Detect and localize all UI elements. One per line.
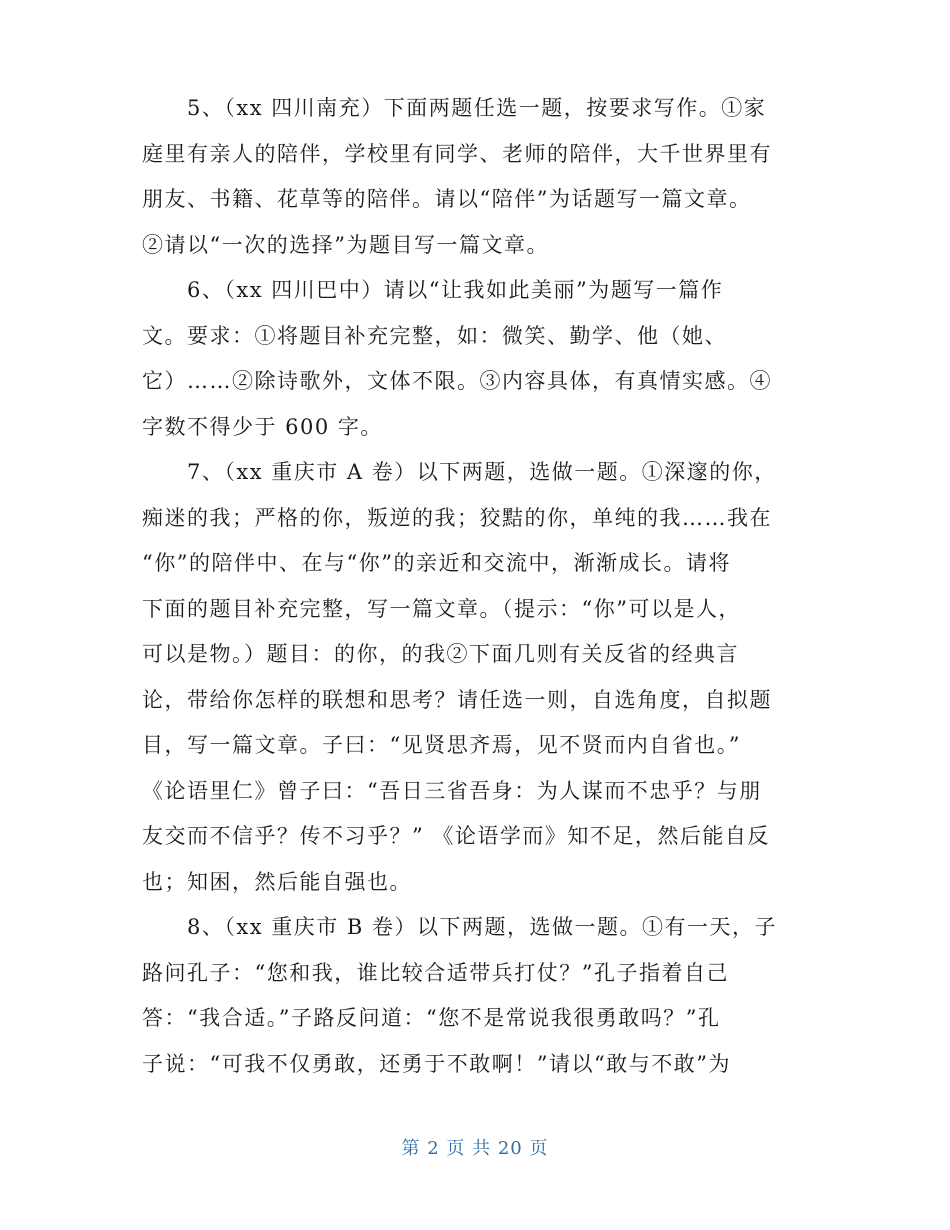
text-line: 6、（xx 四川巴中）请以“让我如此美丽”为题写一篇作 <box>142 278 724 302</box>
text-line: 论，带给你怎样的联想和思考？请任选一则，自选角度，自拟题 <box>142 687 772 712</box>
text-line: 目，写一篇文章。子曰：“见贤思齐焉，见不贤而内自省也。” <box>142 733 741 757</box>
page-number-footer: 第 2 页 共 20 页 <box>401 1138 549 1159</box>
text-line: 5、（xx 四川南充）下面两题任选一题，按要求写作。①家 <box>142 96 767 120</box>
text-line: “你”的陪伴中、在与“你”的亲近和交流中，渐渐成长。请将 <box>142 551 731 575</box>
document-body <box>142 86 808 1087</box>
text-line: 痴迷的我；严格的你，叛逆的我；狡黠的你，单纯的我……我在 <box>142 505 772 530</box>
text-line: 朋友、书籍、花草等的陪伴。请以“陪伴”为话题写一篇文章。 <box>142 187 752 211</box>
text-line: 它）……②除诗歌外，文体不限。③内容具体，有真情实感。④ <box>142 369 772 393</box>
text-line: 7、（xx 重庆市 A 卷）以下两题，选做一题。①深邃的你， <box>142 460 777 484</box>
text-line: 《论语里仁》曾子曰：“吾日三省吾身：为人谋而不忠乎？与朋 <box>142 778 762 803</box>
text-line: 字数不得少于 600 字。 <box>142 414 383 439</box>
text-line: 庭里有亲人的陪伴，学校里有同学、老师的陪伴，大千世界里有 <box>142 141 772 166</box>
text-line: 友交而不信乎？传不习乎？” 《论语学而》知不足，然后能自反 <box>142 824 770 848</box>
text-line: 8、（xx 重庆市 B 卷）以下两题，选做一题。①有一天，子 <box>142 915 778 939</box>
text-line: 可以是物。）题目：的你，的我②下面几则有关反省的经典言 <box>142 642 739 666</box>
text-line: 文。要求：①将题目补充完整，如：微笑、勤学、他（她、 <box>142 323 727 348</box>
text-line: 也；知困，然后能自强也。 <box>142 869 412 894</box>
text-line: 路问孔子：“您和我，谁比较合适带兵打仗？”孔子指着自己 <box>142 960 729 985</box>
text-line: 子说：“可我不仅勇敢，还勇于不敢啊！”请以“敢与不敢”为 <box>142 1051 731 1076</box>
text-line: ②请以“一次的选择”为题目写一篇文章。 <box>142 232 549 257</box>
text-line: 下面的题目补充完整，写一篇文章。（提示：“你”可以是人， <box>142 596 741 621</box>
text-line: 答：“我合适。”子路反问道：“您不是常说我很勇敢吗？”孔 <box>142 1006 721 1030</box>
